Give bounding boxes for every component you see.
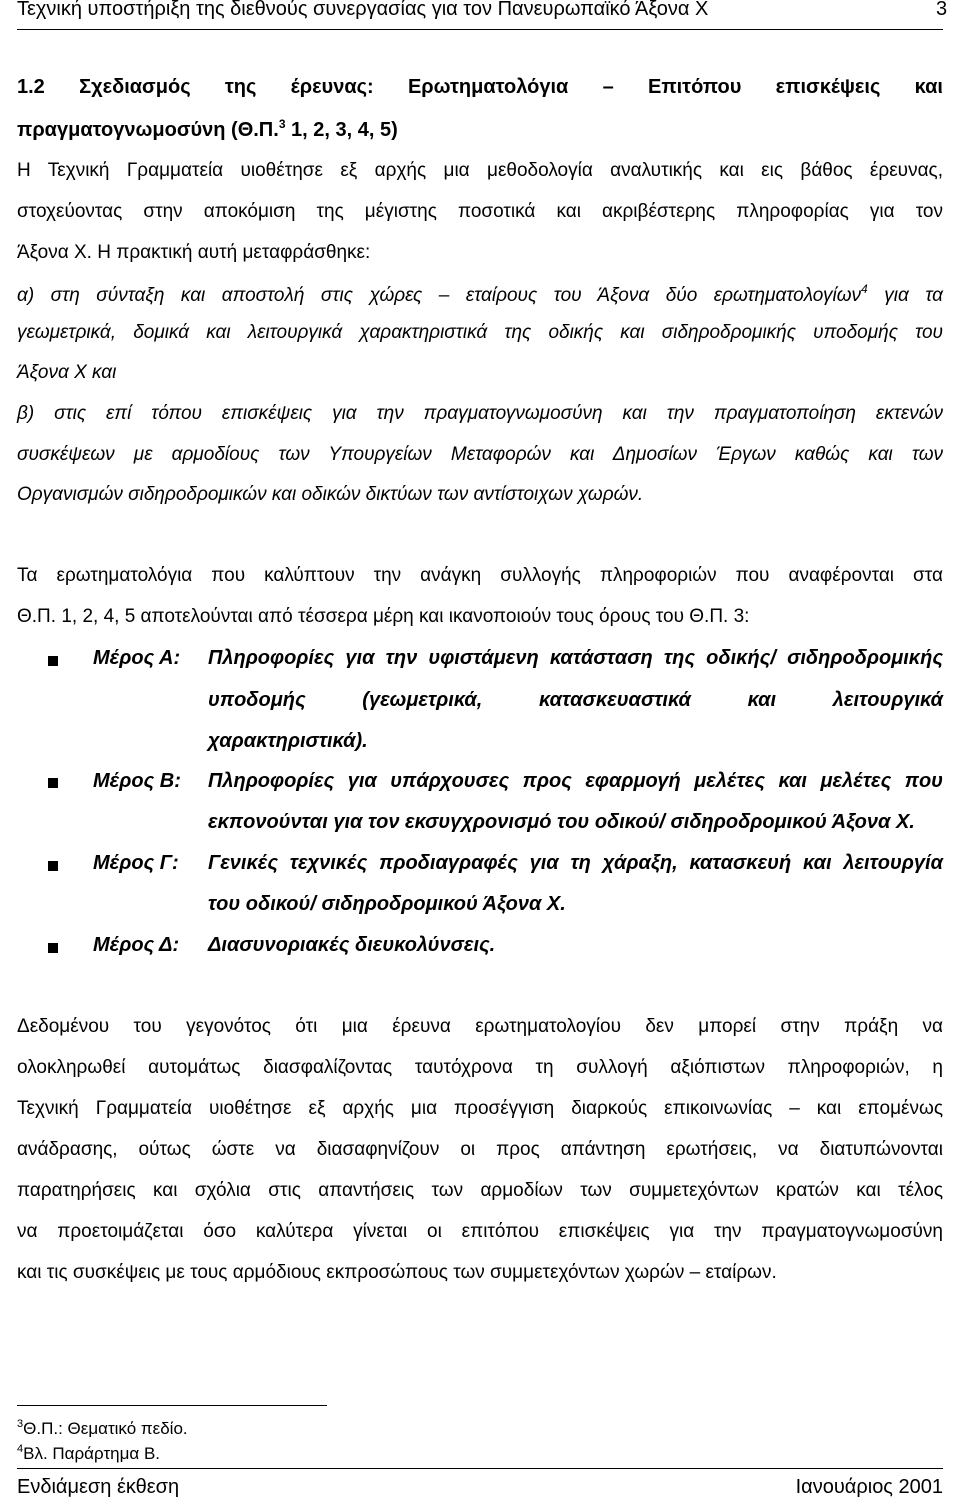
closing-line7: και τις συσκέψεις με τους αρμόδιους εκπροσώπους των συμμετεχόντων χωρών – εταίρων.	[17, 1262, 777, 1283]
bullet-icon	[48, 861, 58, 871]
questionnaires-line1: Τα ερωτηματολόγια που καλύπτουν την ανάγκη συλλογής πληροφοριών που αναφέρονται στα	[17, 565, 943, 586]
item-a-line1: α) στη σύνταξη και αποστολή στις χώρες – εταίρους του Άξονα δύο ερωτηματολογίων$^4$ για τα	[17, 282, 943, 306]
item-b-line2: συσκέψεων με αρμοδίους των Υπουργείων Μεταφορών και Δημοσίων Έργων καθώς και των	[17, 444, 943, 465]
footnote-rule	[17, 1405, 327, 1406]
bullet-icon	[48, 656, 58, 666]
closing-line5: παρατηρήσεις και σχόλια στις απαντήσεις των αρμοδίων των συμμετεχόντων κρατών και τέλος	[17, 1180, 943, 1201]
part-d-label: Μέρος Δ:	[93, 934, 180, 956]
part-d-line1: Διασυνοριακές διευκολύνσεις.	[208, 934, 496, 956]
footnote-3: $^3$Θ.Π.: Θεματικό πεδίο.	[17, 1418, 188, 1438]
part-c-line1: Γενικές τεχνικές προδιαγραφές για τη χάραξη, κατασκευή και λειτουργία	[208, 852, 943, 874]
closing-line1: Δεδομένου του γεγονότος ότι μια έρευνα ερωτηματολογίου δεν μπορεί στην πράξη να	[17, 1016, 943, 1037]
part-a-line1: Πληροφορίες για την υφιστάμενη κατάσταση της οδικής/ σιδηροδρομικής	[208, 647, 943, 669]
footer-right: Ιανουάριος 2001	[795, 1476, 943, 1498]
footnote-ref-4: 4	[861, 282, 868, 296]
closing-line6: να προετοιμάζεται όσο καλύτερα γίνεται οι επιτόπου επισκέψεις για την πραγματογνωμοσύνη	[17, 1221, 943, 1242]
section-heading-line1: 1.2 Σχεδιασμός της έρευνας: Ερωτηματολόγια – Επιτόπου επισκέψεις και	[17, 76, 943, 98]
closing-line3: Τεχνική Γραμματεία υιοθέτησε εξ αρχής μια προσέγγιση διαρκούς επικοινωνίας – και επομένως	[17, 1098, 943, 1119]
item-a-line3: Άξονα Χ και	[17, 362, 117, 383]
item-a-line2: γεωμετρικά, δομικά και λειτουργικά χαρακτηριστικά της οδικής και σιδηροδρομικής υποδομής του	[17, 322, 943, 343]
footer-rule	[17, 1468, 943, 1469]
intro-line3: Άξονα Χ. Η πρακτική αυτή μεταφράσθηκε:	[17, 242, 371, 263]
bullet-icon	[48, 943, 58, 953]
closing-line2: ολοκληρωθεί αυτομάτως διασφαλίζοντας ταυτόχρονα τη συλλογή αξιόπιστων πληροφοριών, η	[17, 1057, 943, 1078]
part-b-line2: εκπονούνται για τον εκσυγχρονισμό του οδικού/ σιδηροδρομικού Άξονα Χ.	[208, 811, 915, 833]
closing-line4: ανάδρασης, ούτως ώστε να διασαφηνίζουν οι προς απάντηση ερωτήσεις, να διατυπώνονται	[17, 1139, 943, 1160]
intro-line1: Η Τεχνική Γραμματεία υιοθέτησε εξ αρχής μια μεθοδολογία αναλυτικής και εις βάθος έρευνας,	[17, 160, 943, 181]
page-number: 3	[936, 0, 948, 20]
item-b-line1: β) στις επί τόπου επισκέψεις για την πραγματογνωμοσύνη και την πραγματοποίηση εκτενών	[17, 403, 943, 424]
header-rule	[17, 29, 943, 30]
part-a-label: Μέρος Α:	[93, 647, 181, 669]
part-a-line3: χαρακτηριστικά).	[208, 730, 368, 752]
part-b-line1: Πληροφορίες για υπάρχουσες προς εφαρμογή μελέτες και μελέτες που	[208, 770, 943, 792]
footnote-4: $^4$Βλ. Παράρτημα Β.	[17, 1443, 161, 1463]
intro-line2: στοχεύοντας στην αποκόμιση της μέγιστης ποσοτικά και ακριβέστερης πληροφορίας για τον	[17, 201, 943, 222]
footer-left: Ενδιάμεση έκθεση	[17, 1476, 180, 1498]
part-b-label: Μέρος Β:	[93, 770, 181, 792]
bullet-icon	[48, 778, 58, 788]
part-c-line2: του οδικού/ σιδηροδρομικού Άξονα Χ.	[208, 893, 566, 915]
part-c-label: Μέρος Γ:	[93, 852, 179, 874]
item-b-line3: Οργανισμών σιδηροδρομικών και οδικών δικτύων των αντίστοιχων χωρών.	[17, 484, 644, 505]
header-title: Τεχνική υποστήριξη της διεθνούς συνεργασίας για τον Πανευρωπαϊκό Άξονα Χ	[17, 0, 709, 20]
section-heading-line2: πραγματογνωμοσύνη (Θ.Π.$^3$ 1, 2, 3, 4, 5)	[17, 117, 398, 141]
questionnaires-line2: Θ.Π. 1, 2, 4, 5 αποτελούνται από τέσσερα μέρη και ικανοποιούν τους όρους του Θ.Π. 3:	[17, 606, 750, 627]
part-a-line2: υποδομής (γεωμετρικά, κατασκευαστικά και λειτουργικά	[208, 689, 943, 711]
footnote-ref-3: 3	[278, 117, 286, 131]
